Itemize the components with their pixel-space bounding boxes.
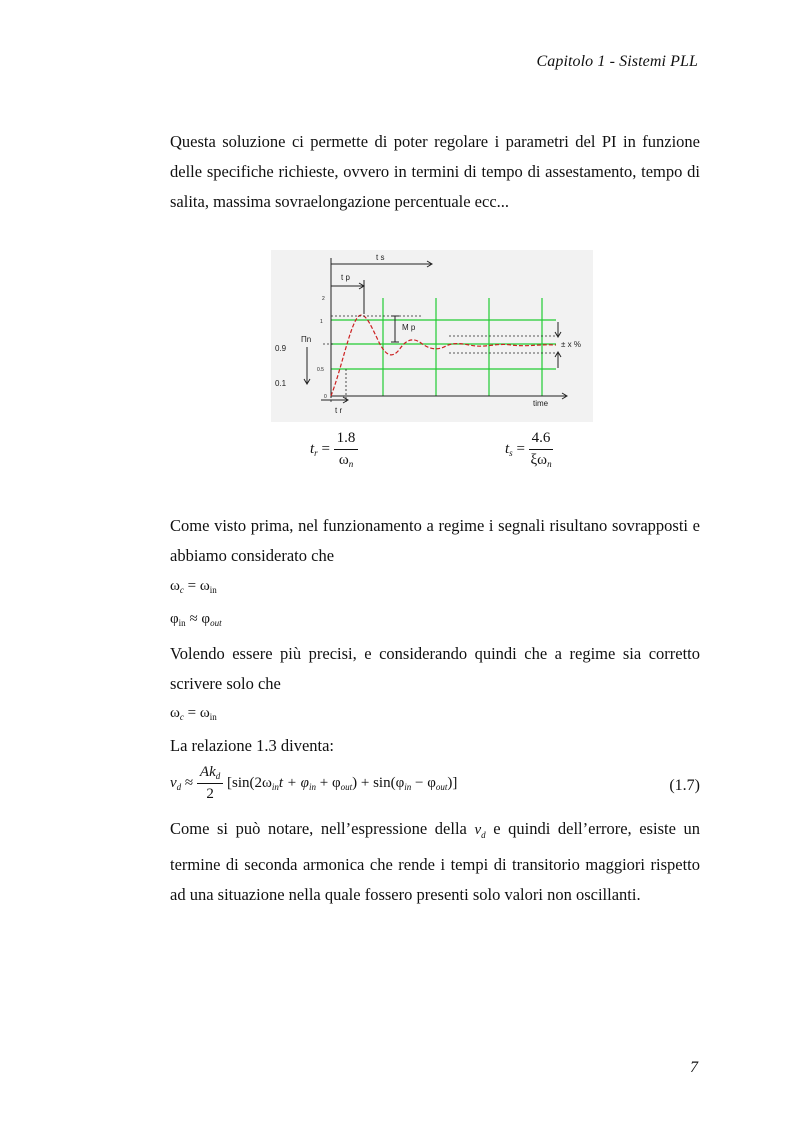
label-09: 0.9: [275, 344, 287, 353]
equation-number: (1.7): [669, 777, 700, 794]
label-time: time: [533, 399, 549, 408]
step-response-figure: [271, 250, 593, 422]
paragraph-precise: Volendo essere più precisi, e considerando quindi che a regime sia corretto scrivere solo che: [170, 644, 700, 693]
label-ts: t s: [376, 253, 385, 262]
formula-settling-time: $t_s$ = $\frac{4.6}{\xi\omega_n}$: [505, 430, 552, 469]
label-band: ± x %: [561, 340, 581, 349]
label-omega-n: Πn: [301, 335, 312, 344]
running-header: Capitolo 1 - Sistemi PLL: [536, 53, 698, 70]
label-mp: M p: [402, 323, 416, 332]
paragraph-intro: Questa soluzione ci permette di poter regolare i parametri del PI in funzione delle specifiche richieste, ovvero in termini di tempo di assestamento, tempo di salita, massima sovraelongazione percentuale ecc...: [170, 132, 700, 211]
page-number: 7: [690, 1059, 698, 1076]
formula-rise-time: $t_r$ = $\frac{1.8}{\omega_n}$: [310, 430, 358, 469]
tick-label: 1: [320, 319, 323, 325]
label-01: 0.1: [275, 379, 287, 388]
tick-label: 0.5: [317, 367, 324, 373]
paragraph-conclusion: Come si può notare, nell’espressione della $v_d$ e quindi dell’errore, esiste un termine di seconda armonica che rende i tempi di transitorio maggiori rispetto ad una situazione nella quale fossero presenti solo valori non oscillanti.: [170, 819, 700, 904]
label-tr: t r: [335, 406, 343, 415]
paragraph-steady-state: Come visto prima, nel funzionamento a regime i segnali risultano sovrapposti e abbiamo considerato che: [170, 516, 700, 565]
equation-omega-c: $\omega_c = \omega_{in}$: [170, 578, 217, 595]
label-tp: t p: [341, 273, 350, 282]
tick-label: 0: [324, 394, 327, 400]
equation-phi-in: $\varphi_{in} \approx \varphi_{out}$: [170, 611, 222, 628]
paragraph-relation: La relazione 1.3 diventa:: [170, 736, 335, 755]
equation-1-7: $v_d$ ≈ $\frac{Ak_d}{2}$ $[\sin(2\omega_{in}t + \varphi_{in} + \varphi_{out}) + \sin(\varphi_{in} - \varphi_{out})]$: [170, 764, 458, 802]
equation-omega-c-only: $\omega_c = \omega_{in}$: [170, 705, 217, 722]
tick-label: 2: [322, 296, 325, 302]
